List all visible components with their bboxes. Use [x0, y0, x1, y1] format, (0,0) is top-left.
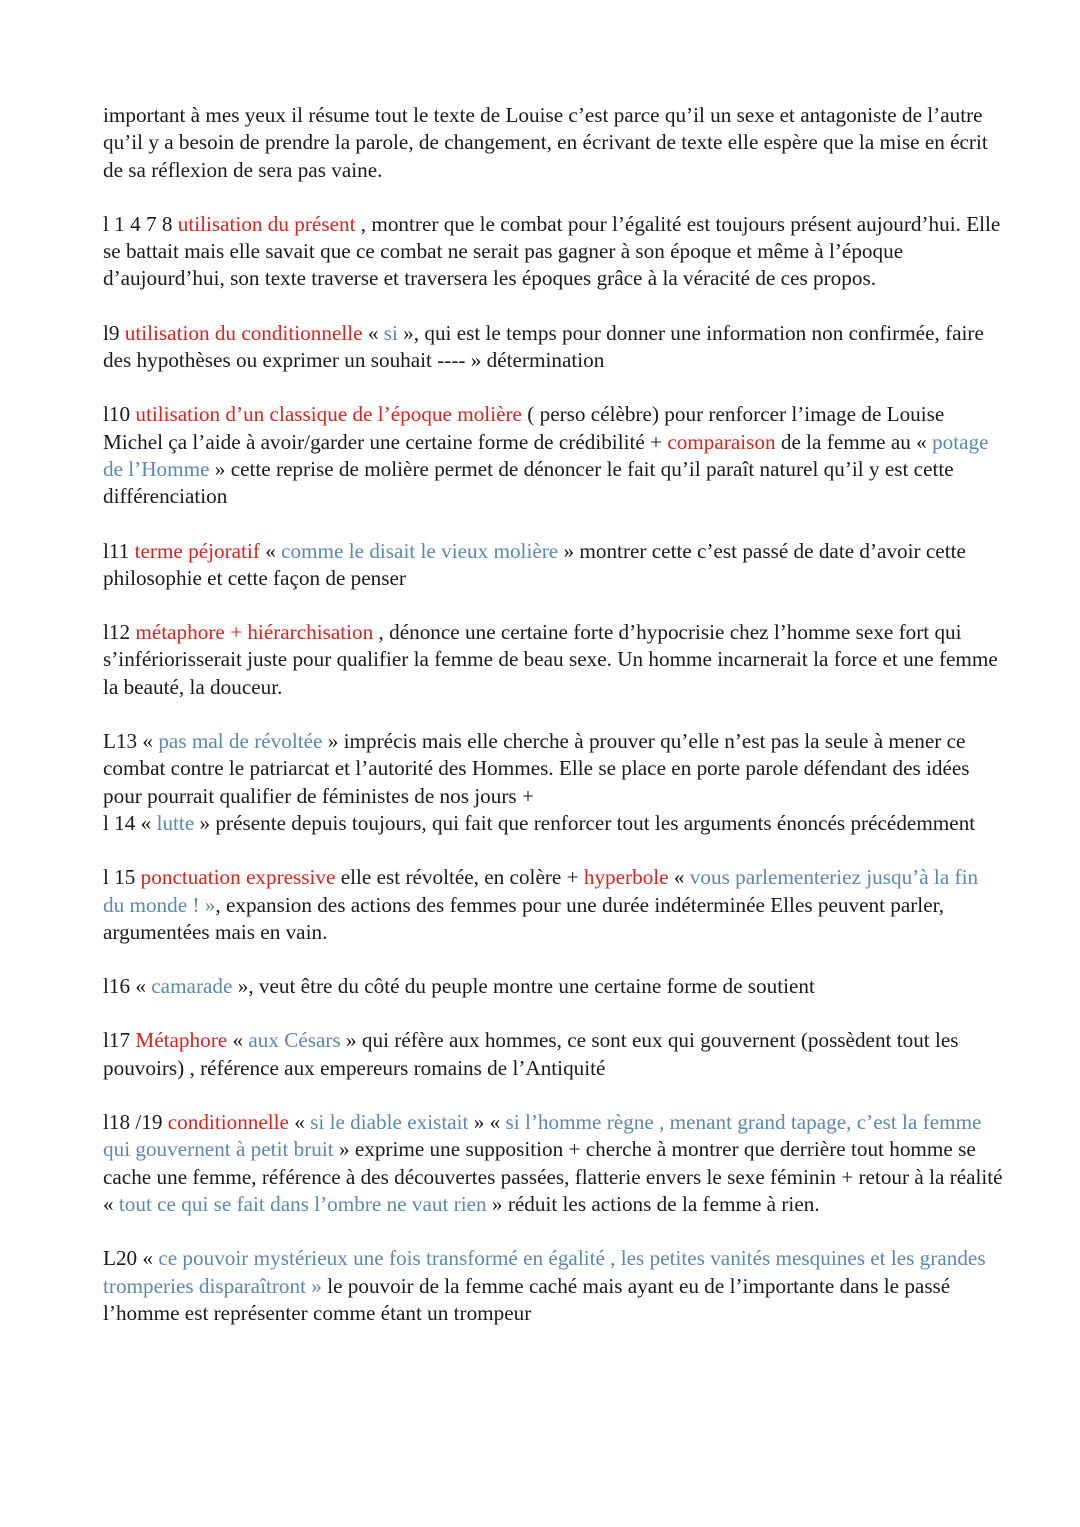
text-segment: « — [367, 320, 384, 345]
line-ref: l9 — [103, 320, 125, 345]
quotation: vous parlementeriez jusqu’à la fin du monde ! » — [103, 865, 979, 917]
paragraph-l16 — [103, 973, 1003, 1000]
quotation: tout ce qui se fait dans l’ombre ne vaut rien — [118, 1191, 492, 1216]
figure-of-speech: conditionnelle — [167, 1110, 295, 1135]
paragraph-intro — [103, 102, 1003, 184]
line-ref: l 14 « — [103, 810, 157, 835]
text-segment: « — [673, 865, 690, 890]
line-ref: l 1 4 7 8 — [103, 211, 178, 236]
line-ref: L20 « — [103, 1246, 159, 1271]
text-segment: » réduit les actions de la femme à rien. — [491, 1191, 820, 1216]
line-ref: l 15 — [103, 865, 141, 890]
figure-of-speech: utilisation d’un classique de l’époque molière — [135, 402, 528, 427]
quotation: lutte — [156, 810, 200, 835]
quotation: pas mal de révoltée — [158, 729, 328, 754]
text-segment: » cette reprise de molière permet de dénoncer le fait qu’il paraît naturel qu’il y est cette différenciation — [103, 456, 954, 509]
text-segment: important à mes yeux il résume tout le texte de Louise c’est parce qu’il un sexe et antagoniste de l’autre qu’il y a besoin de prendre la parole, de changement, en écrivant de texte elle espère que la mise en écrit de sa réflexion de sera pas vaine. — [103, 103, 988, 182]
paragraph-l9 — [103, 320, 1003, 375]
text-segment: , dénonce une certaine forte d’hypocrisie chez l’homme sexe fort qui s’infériorisserait juste pour qualifier la femme de beau sexe. Un homme incarnerait la force et une femme la beauté, la douceur. — [103, 620, 998, 699]
paragraph-l15 — [103, 864, 1003, 946]
quotation: si — [383, 320, 404, 345]
text-segment: ( perso célèbre) pour renforcer l’image de Louise Michel ça l’aide à avoir/garder une certaine forme de crédibilité + — [103, 402, 945, 454]
text-segment: » montrer cette c’est passé de date d’avoir cette philosophie et cette façon de penser — [103, 538, 966, 590]
line-ref: l10 — [103, 402, 136, 427]
text-segment: », veut être du côté du peuple montre une certaine forme de soutient — [237, 974, 815, 999]
line-ref: l17 — [103, 1028, 136, 1053]
paragraph-l17 — [103, 1027, 1003, 1082]
text-segment: « — [265, 538, 282, 563]
text-segment: « — [294, 1110, 311, 1135]
line-ref: l16 « — [103, 974, 152, 999]
document-page — [103, 102, 1003, 1354]
quotation: ce pouvoir mystérieux une fois transformé en égalité , les petites vanités mesquines et les grandes tromperies disparaîtront » — [103, 1246, 986, 1298]
quotation: si l’homme règne , menant grand tapage, c’est la femme qui gouvernent à petit bruit — [103, 1110, 982, 1162]
figure-of-speech: hyperbole — [583, 865, 674, 890]
paragraph-l18 — [103, 1109, 1003, 1218]
line-ref: l18 /19 — [103, 1110, 168, 1135]
text-segment: » « — [473, 1110, 506, 1135]
paragraph-l11 — [103, 538, 1003, 593]
text-segment: de la femme au « — [780, 429, 933, 454]
text-segment: le pouvoir de la femme caché mais ayant eu de l’importante dans le passé l’homme est représenter comme étant un trompeur — [103, 1273, 951, 1325]
text-segment: » exprime une supposition + cherche à montrer que derrière tout homme se cache une femme, référence à des découvertes passées, flatterie envers le sexe féminin + retour à la réalité « — [103, 1137, 1003, 1216]
paragraph-l14 — [103, 810, 1003, 837]
figure-of-speech: ponctuation expressive — [140, 865, 341, 890]
figure-of-speech: Métaphore — [135, 1028, 233, 1053]
quotation: si le diable existait — [310, 1110, 474, 1135]
quotation: comme le disait le vieux molière — [281, 538, 564, 563]
text-segment: » qui réfère aux hommes, ce sont eux qui gouvernent (possèdent tout les pouvoirs) , référence aux empereurs romains de l’Antiquité — [103, 1028, 959, 1080]
figure-of-speech: utilisation du conditionnelle — [124, 320, 368, 345]
quotation: potage de l’Homme — [103, 429, 989, 481]
paragraph-l20 — [103, 1245, 1003, 1327]
line-ref: l12 — [103, 620, 136, 645]
text-segment: » présente depuis toujours, qui fait que renforcer tout les arguments énoncés précédemment — [199, 810, 976, 835]
figure-of-speech: comparaison — [667, 429, 781, 454]
text-segment: , expansion des actions des femmes pour une durée indéterminée Elles peuvent parler, argumentées mais en vain. — [103, 892, 945, 944]
quotation: camarade — [151, 974, 238, 999]
text-segment: « — [232, 1028, 249, 1053]
figure-of-speech: utilisation du présent — [177, 211, 361, 236]
text-segment: elle est révoltée, en colère + — [340, 865, 584, 890]
figure-of-speech: métaphore + hiérarchisation — [135, 620, 379, 645]
text-segment: » imprécis mais elle cherche à prouver qu’elle n’est pas la seule à mener ce combat contre le patriarcat et l’autorité des Hommes. Elle se place en porte parole défendant des idées pour pourrait qualifier de féministes de nos jours + — [103, 729, 970, 808]
line-ref: l11 — [103, 538, 135, 563]
text-segment: , montrer que le combat pour l’égalité est toujours présent aujourd’hui. Elle se battait mais elle savait que ce combat ne serait pas gagner à son époque et même à l’époque d’aujourd’hui, son texte traverse et traversera les époques grâce à la véracité de ces propos. — [103, 211, 1001, 291]
paragraph-l1478 — [103, 211, 1003, 293]
quotation: aux Césars — [248, 1028, 347, 1053]
text-segment: », qui est le temps pour donner une information non confirmée, faire des hypothèses ou exprimer un souhait ---- » détermination — [103, 320, 984, 373]
paragraph-l13 — [103, 728, 1003, 810]
paragraph-l12 — [103, 619, 1003, 701]
line-ref: L13 « — [103, 729, 159, 754]
paragraph-l10 — [103, 401, 1003, 510]
figure-of-speech: terme péjoratif — [134, 538, 266, 563]
